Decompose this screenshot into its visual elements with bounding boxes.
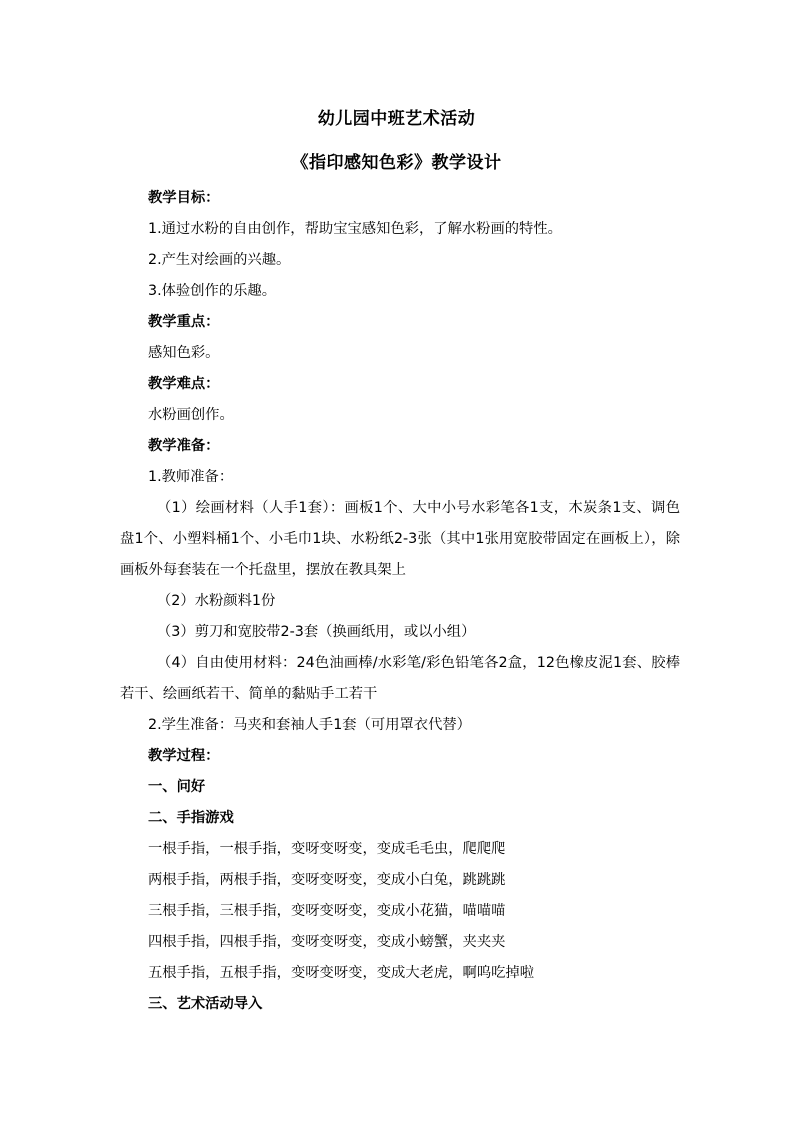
document-title: 幼儿园中班艺术活动	[317, 109, 476, 129]
key-heading: 教学重点：	[148, 314, 220, 330]
teacher-prep-item: （3）剪刀和宽胶带2-3套（换画纸用，或以小组）	[157, 624, 476, 640]
goals-heading: 教学目标：	[148, 190, 220, 206]
goal-item: 1.通过水粉的自由创作，帮助宝宝感知色彩，了解水粉画的特性。	[148, 221, 562, 237]
process-step: 二、手指游戏	[148, 810, 234, 826]
difficulty-text: 水粉画创作。	[148, 407, 234, 423]
goal-item: 2.产生对绘画的兴趣。	[148, 252, 291, 268]
prep-heading: 教学准备：	[148, 438, 220, 454]
document-body	[120, 183, 680, 1020]
document-subtitle: 《指印感知色彩》教学设计	[291, 153, 502, 173]
key-text: 感知色彩。	[148, 345, 220, 361]
finger-game-line: 五根手指，五根手指，变呀变呀变，变成大老虎，啊呜吃掉啦	[148, 965, 535, 981]
teacher-prep-heading: 1.教师准备：	[148, 469, 234, 485]
student-prep: 2.学生准备：马夹和套袖人手1套（可用罩衣代替）	[148, 717, 471, 733]
teacher-prep-item: （2）水粉颜料1份	[157, 593, 276, 609]
finger-game-line: 一根手指，一根手指，变呀变呀变，变成毛毛虫，爬爬爬	[148, 841, 506, 857]
process-heading: 教学过程：	[148, 748, 220, 764]
teacher-prep-item: （1）绘画材料（人手1套）：画板1个、大中小号水彩笔各1支，木炭条1支、调色盘1个、小塑料桶1个、小毛巾1块、水粉纸2-3张（其中1张用宽胶带固定在画板上），除画板外每套装在一个托盘里，摆放在教具架上	[120, 500, 680, 578]
finger-game-line: 三根手指，三根手指，变呀变呀变，变成小花猫，喵喵喵	[148, 903, 506, 919]
goal-item: 3.体验创作的乐趣。	[148, 283, 277, 299]
finger-game-line: 四根手指，四根手指，变呀变呀变，变成小螃蟹，夹夹夹	[148, 934, 506, 950]
finger-game-line: 两根手指，两根手指，变呀变呀变，变成小白兔，跳跳跳	[148, 872, 506, 888]
difficulty-heading: 教学难点：	[148, 376, 220, 392]
process-step: 三、艺术活动导入	[148, 996, 263, 1012]
teacher-prep-item: （4）自由使用材料：24色油画棒/水彩笔/彩色铅笔各2盒，12色橡皮泥1套、胶棒若干、绘画纸若干、简单的黏贴手工若干	[120, 655, 680, 702]
process-step: 一、问好	[148, 779, 206, 795]
